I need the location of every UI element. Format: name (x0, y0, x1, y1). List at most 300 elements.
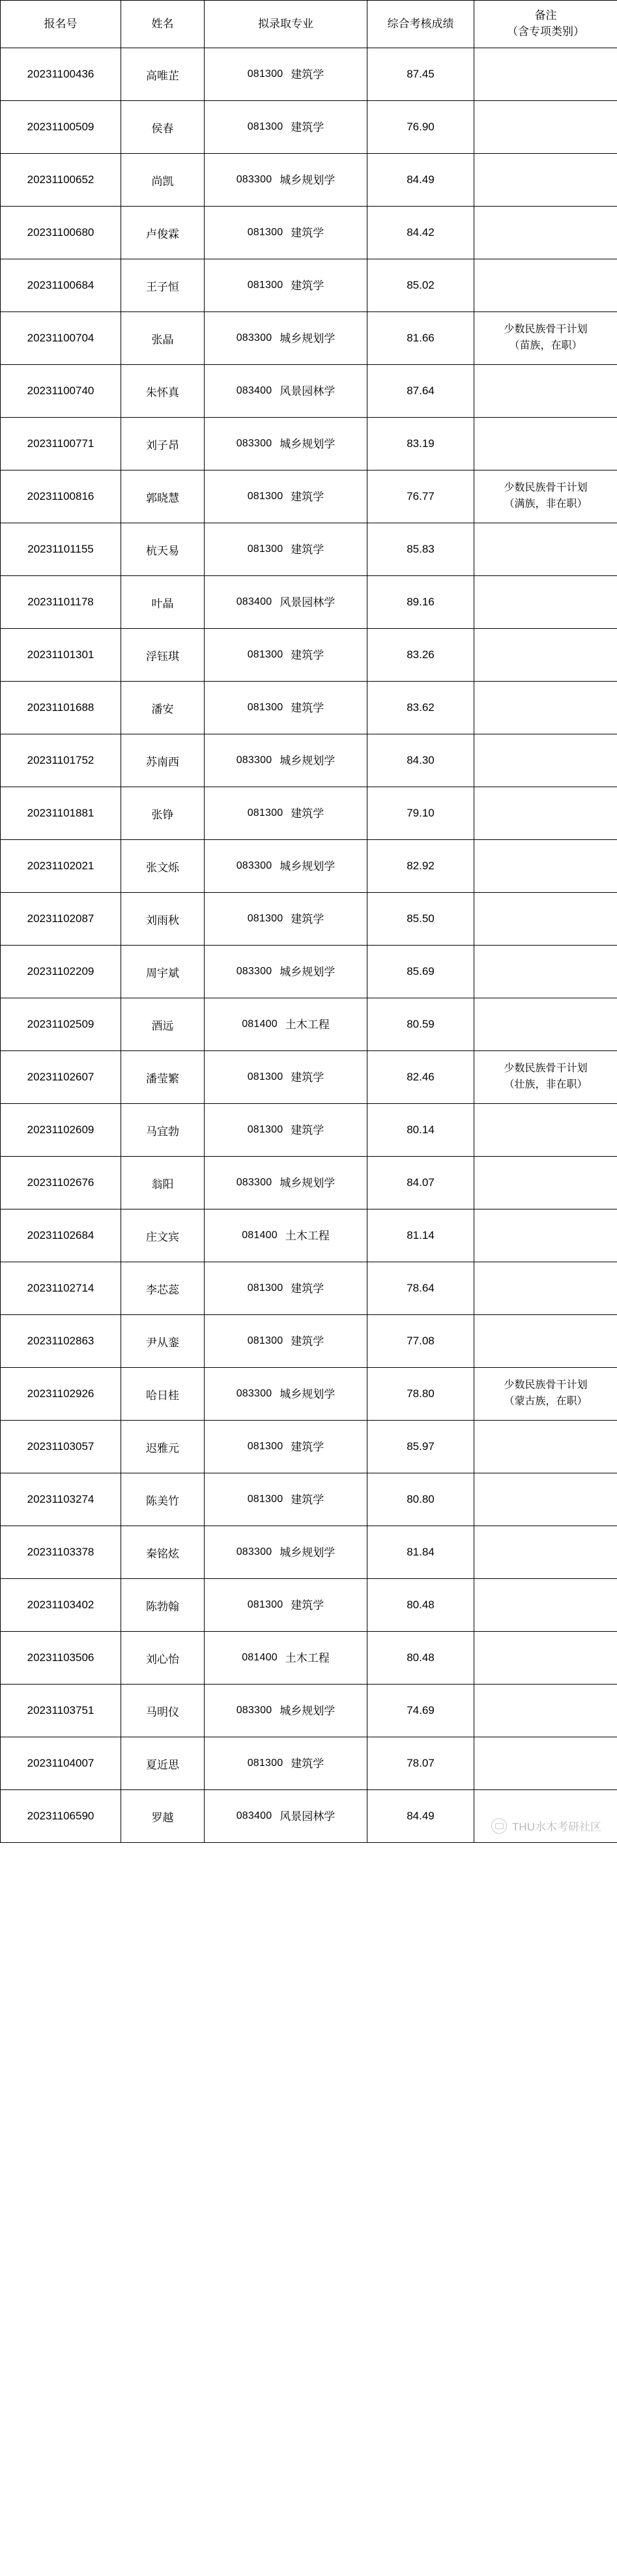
major-name: 建筑学 (291, 1440, 324, 1453)
major-code: 081300 (247, 1441, 283, 1452)
major-code: 083300 (236, 1705, 272, 1716)
column-header-name: 姓名 (121, 1, 205, 48)
cell-name: 周宇斌 (121, 946, 205, 998)
cell-score: 77.08 (367, 1315, 474, 1368)
major-code: 083300 (236, 1177, 272, 1188)
major-cell-content (205, 1389, 367, 1400)
note-content (474, 547, 617, 552)
cell-major (205, 1790, 367, 1843)
cell-score: 80.14 (367, 1104, 474, 1157)
major-cell-content (205, 175, 367, 186)
cell-score: 80.48 (367, 1579, 474, 1632)
cell-score: 89.16 (367, 576, 474, 629)
cell-id: 20231106590 (1, 1790, 121, 1843)
cell-score: 84.30 (367, 734, 474, 787)
cell-name: 侯春 (121, 101, 205, 154)
note-line: 少数民族骨干计划 (504, 324, 588, 336)
note-content (474, 1444, 617, 1449)
cell-id: 20231100816 (1, 470, 121, 523)
note-content (474, 1286, 617, 1291)
major-cell-content (205, 1600, 367, 1611)
major-code: 081400 (242, 1019, 278, 1030)
major-name: 建筑学 (291, 543, 324, 556)
major-cell-content (205, 1441, 367, 1453)
note-content (474, 388, 617, 394)
cell-id: 20231102863 (1, 1315, 121, 1368)
major-name: 城乡规划学 (280, 754, 336, 767)
column-header-note-line1: 备注 (534, 9, 557, 22)
note-content (474, 1058, 617, 1096)
note-content (474, 1375, 617, 1413)
cell-note (474, 1051, 617, 1104)
cell-note (474, 1262, 617, 1315)
major-code: 081300 (247, 280, 283, 291)
cell-id: 20231101155 (1, 523, 121, 576)
major-name: 建筑学 (291, 121, 324, 134)
major-code: 083300 (236, 860, 272, 871)
note-content (474, 177, 617, 182)
cell-major (205, 1315, 367, 1368)
cell-major (205, 1157, 367, 1209)
cell-note (474, 840, 617, 893)
table-row (1, 1579, 617, 1632)
table-header (1, 1, 617, 48)
cell-major (205, 154, 367, 207)
major-code: 083300 (236, 755, 272, 766)
major-cell-content (205, 1758, 367, 1769)
cell-note (474, 734, 617, 787)
cell-major (205, 998, 367, 1051)
major-name: 城乡规划学 (280, 437, 336, 450)
major-cell-content (205, 966, 367, 977)
major-code: 083300 (236, 438, 272, 449)
major-code: 083300 (236, 174, 272, 185)
major-cell-content (205, 386, 367, 397)
note-line: 少数民族骨干计划 (504, 482, 588, 494)
table-row (1, 893, 617, 946)
cell-note (474, 470, 617, 523)
cell-name: 罗越 (121, 1790, 205, 1843)
cell-note (474, 1790, 617, 1843)
cell-score: 80.59 (367, 998, 474, 1051)
major-cell-content (205, 491, 367, 502)
table-row (1, 154, 617, 207)
table-row (1, 101, 617, 154)
major-code: 081300 (247, 68, 283, 80)
major-cell-content (205, 861, 367, 872)
table-body (1, 48, 617, 1843)
major-name: 建筑学 (291, 1757, 324, 1770)
cell-note (474, 1473, 617, 1526)
major-code: 083300 (236, 966, 272, 977)
major-name: 风景园林学 (280, 1810, 336, 1823)
cell-score: 78.07 (367, 1737, 474, 1790)
major-name: 城乡规划学 (280, 860, 336, 873)
cell-id: 20231102509 (1, 998, 121, 1051)
major-code: 083400 (236, 596, 272, 607)
major-code: 083300 (236, 1546, 272, 1557)
major-cell-content (205, 333, 367, 344)
table-row (1, 418, 617, 470)
cell-name: 苏南西 (121, 734, 205, 787)
cell-score: 78.80 (367, 1368, 474, 1421)
note-content (474, 283, 617, 288)
cell-name: 酒远 (121, 998, 205, 1051)
cell-name: 李芯蕊 (121, 1262, 205, 1315)
cell-score: 84.07 (367, 1157, 474, 1209)
major-name: 建筑学 (291, 1282, 324, 1295)
cell-note (474, 101, 617, 154)
cell-note (474, 576, 617, 629)
table-row (1, 946, 617, 998)
table-row (1, 1368, 617, 1421)
cell-major (205, 1473, 367, 1526)
note-content (474, 1761, 617, 1766)
major-cell-content (205, 808, 367, 819)
table-row (1, 1051, 617, 1104)
cell-name: 尚凯 (121, 154, 205, 207)
major-name: 土木工程 (285, 1018, 330, 1031)
cell-id: 20231101881 (1, 787, 121, 840)
cell-id: 20231100771 (1, 418, 121, 470)
major-cell-content (205, 1283, 367, 1294)
major-cell-content (205, 1072, 367, 1083)
cell-name: 陈勃翰 (121, 1579, 205, 1632)
major-code: 081300 (247, 1071, 283, 1082)
cell-id: 20231103402 (1, 1579, 121, 1632)
cell-id: 20231100680 (1, 207, 121, 259)
note-content (474, 1339, 617, 1344)
cell-name: 哈日桂 (121, 1368, 205, 1421)
cell-score: 78.64 (367, 1262, 474, 1315)
note-line: （蒙古族，在职） (504, 1396, 588, 1407)
major-name: 城乡规划学 (280, 332, 336, 345)
major-cell-content (205, 1653, 367, 1664)
table-row (1, 312, 617, 365)
cell-note (474, 1579, 617, 1632)
table-row (1, 734, 617, 787)
major-code: 083400 (236, 1810, 272, 1821)
cell-score: 85.69 (367, 946, 474, 998)
cell-id: 20231103057 (1, 1421, 121, 1473)
column-header-note-lines (474, 8, 617, 40)
cell-id: 20231102209 (1, 946, 121, 998)
major-cell-content (205, 1178, 367, 1189)
cell-score: 87.45 (367, 48, 474, 101)
major-name: 建筑学 (291, 226, 324, 239)
cell-name: 庄文宾 (121, 1209, 205, 1262)
cell-id: 20231102676 (1, 1157, 121, 1209)
cell-score: 81.66 (367, 312, 474, 365)
major-cell-content (205, 439, 367, 450)
cell-score: 74.69 (367, 1685, 474, 1737)
table-row (1, 1685, 617, 1737)
note-content (474, 969, 617, 974)
note-content (474, 863, 617, 869)
major-code: 081400 (242, 1652, 278, 1663)
major-name: 风景园林学 (280, 596, 336, 609)
cell-note (474, 418, 617, 470)
note-content (474, 1022, 617, 1027)
cell-id: 20231101752 (1, 734, 121, 787)
cell-id: 20231104007 (1, 1737, 121, 1790)
cell-id: 20231102714 (1, 1262, 121, 1315)
cell-note (474, 946, 617, 998)
cell-id: 20231101178 (1, 576, 121, 629)
major-name: 建筑学 (291, 1335, 324, 1348)
cell-note (474, 1421, 617, 1473)
cell-id: 20231102926 (1, 1368, 121, 1421)
major-cell-content (205, 650, 367, 661)
major-name: 建筑学 (291, 912, 324, 925)
table-row (1, 523, 617, 576)
cell-note (474, 1104, 617, 1157)
cell-major (205, 576, 367, 629)
cell-score: 83.62 (367, 682, 474, 734)
cell-major (205, 101, 367, 154)
cell-id: 20231100740 (1, 365, 121, 418)
cell-note (474, 48, 617, 101)
cell-score: 81.14 (367, 1209, 474, 1262)
cell-name: 潘安 (121, 682, 205, 734)
major-cell-content (205, 1705, 367, 1716)
cell-id: 20231100652 (1, 154, 121, 207)
major-name: 建筑学 (291, 701, 324, 714)
note-line: （壮族，非在职） (504, 1079, 588, 1090)
cell-id: 20231100509 (1, 101, 121, 154)
cell-name: 刘雨秋 (121, 893, 205, 946)
major-cell-content (205, 69, 367, 80)
note-line: 少数民族骨干计划 (504, 1380, 588, 1391)
major-cell-content (205, 597, 367, 608)
cell-name: 张晶 (121, 312, 205, 365)
cell-score: 85.97 (367, 1421, 474, 1473)
major-code: 081300 (247, 1494, 283, 1505)
cell-major (205, 418, 367, 470)
cell-name: 夏近思 (121, 1737, 205, 1790)
cell-major (205, 48, 367, 101)
major-cell-content (205, 122, 367, 133)
major-cell-content (205, 1811, 367, 1822)
cell-note (474, 1526, 617, 1579)
note-content (474, 1127, 617, 1133)
major-name: 建筑学 (291, 1599, 324, 1612)
cell-note (474, 523, 617, 576)
major-name: 城乡规划学 (280, 1546, 336, 1559)
table-row (1, 682, 617, 734)
cell-id: 20231100436 (1, 48, 121, 101)
cell-major (205, 840, 367, 893)
cell-name: 高唯芷 (121, 48, 205, 101)
note-content (474, 72, 617, 77)
note-content (474, 811, 617, 816)
table-row (1, 1157, 617, 1209)
table-header-row (1, 1, 617, 48)
major-name: 土木工程 (285, 1651, 330, 1664)
note-content (474, 1708, 617, 1713)
major-cell-content (205, 1019, 367, 1030)
cell-score: 85.83 (367, 523, 474, 576)
table-row (1, 1421, 617, 1473)
cell-id: 20231103378 (1, 1526, 121, 1579)
cell-id: 20231102021 (1, 840, 121, 893)
table-row (1, 1737, 617, 1790)
cell-id: 20231103751 (1, 1685, 121, 1737)
cell-note (474, 1315, 617, 1368)
table-row (1, 259, 617, 312)
cell-name: 卢俊霖 (121, 207, 205, 259)
column-header-note-line2: （含专项类别） (507, 25, 584, 38)
major-code: 081300 (247, 807, 283, 818)
major-code: 081300 (247, 913, 283, 924)
cell-score: 80.48 (367, 1632, 474, 1685)
major-code: 083300 (236, 332, 272, 343)
cell-name: 张文烁 (121, 840, 205, 893)
column-header-score: 综合考核成绩 (367, 1, 474, 48)
table-row (1, 629, 617, 682)
note-content (474, 230, 617, 235)
note-content (474, 319, 617, 357)
cell-major (205, 1104, 367, 1157)
major-cell-content (205, 544, 367, 555)
note-line: 少数民族骨干计划 (504, 1063, 588, 1075)
cell-major (205, 470, 367, 523)
note-content (474, 652, 617, 658)
cell-note (474, 1209, 617, 1262)
cell-name: 杭天易 (121, 523, 205, 576)
table-row (1, 787, 617, 840)
table-row (1, 998, 617, 1051)
cell-major (205, 1421, 367, 1473)
cell-name: 刘心怡 (121, 1632, 205, 1685)
cell-major (205, 1368, 367, 1421)
cell-note (474, 998, 617, 1051)
cell-id: 20231102607 (1, 1051, 121, 1104)
table-row (1, 48, 617, 101)
cell-major (205, 1632, 367, 1685)
note-content (474, 1655, 617, 1660)
table-row (1, 1209, 617, 1262)
cell-name: 刘子昂 (121, 418, 205, 470)
note-content (474, 478, 617, 515)
note-content (474, 1602, 617, 1608)
cell-note (474, 682, 617, 734)
cell-note (474, 365, 617, 418)
note-line: （苗族，在职） (509, 340, 582, 351)
cell-id: 20231101301 (1, 629, 121, 682)
cell-note (474, 1685, 617, 1737)
cell-id: 20231100704 (1, 312, 121, 365)
cell-score: 87.64 (367, 365, 474, 418)
major-code: 081300 (247, 702, 283, 713)
note-content (474, 1550, 617, 1555)
cell-score: 76.90 (367, 101, 474, 154)
cell-note (474, 787, 617, 840)
cell-note (474, 154, 617, 207)
cell-name: 秦铭炫 (121, 1526, 205, 1579)
major-cell-content (205, 1547, 367, 1558)
major-name: 建筑学 (291, 648, 324, 661)
table-row (1, 1262, 617, 1315)
major-name: 土木工程 (285, 1229, 330, 1242)
note-content (474, 758, 617, 763)
major-cell-content (205, 755, 367, 766)
cell-name: 叶晶 (121, 576, 205, 629)
cell-major (205, 1737, 367, 1790)
major-code: 081300 (247, 1599, 283, 1610)
cell-major (205, 1262, 367, 1315)
cell-name: 王子恒 (121, 259, 205, 312)
table-row (1, 1526, 617, 1579)
cell-score: 83.19 (367, 418, 474, 470)
table-row (1, 1790, 617, 1843)
cell-name: 马明仪 (121, 1685, 205, 1737)
cell-note (474, 1157, 617, 1209)
cell-name: 郭晓慧 (121, 470, 205, 523)
table-row (1, 1632, 617, 1685)
cell-major (205, 365, 367, 418)
major-name: 建筑学 (291, 1493, 324, 1506)
cell-note (474, 207, 617, 259)
major-name: 建筑学 (291, 1123, 324, 1136)
cell-major (205, 1526, 367, 1579)
watermark-text: THU水木考研社区 (512, 1821, 601, 1833)
note-content (474, 1233, 617, 1238)
cell-score: 84.49 (367, 154, 474, 207)
major-cell-content (205, 914, 367, 925)
major-cell-content (205, 702, 367, 714)
column-header-note (474, 1, 617, 48)
cell-score: 84.42 (367, 207, 474, 259)
major-code: 081300 (247, 543, 283, 555)
cell-major (205, 629, 367, 682)
major-code: 081300 (247, 1758, 283, 1769)
major-code: 081300 (247, 1335, 283, 1346)
cell-score: 80.80 (367, 1473, 474, 1526)
cell-score: 85.50 (367, 893, 474, 946)
major-cell-content (205, 1230, 367, 1241)
cell-score: 82.92 (367, 840, 474, 893)
cell-major (205, 734, 367, 787)
cell-score: 84.49 (367, 1790, 474, 1843)
cell-score: 82.46 (367, 1051, 474, 1104)
major-code: 083400 (236, 385, 272, 396)
major-cell-content (205, 280, 367, 291)
cell-note (474, 1737, 617, 1790)
cell-id: 20231102684 (1, 1209, 121, 1262)
cell-note (474, 259, 617, 312)
major-cell-content (205, 1494, 367, 1505)
major-code: 081300 (247, 491, 283, 502)
major-code: 081300 (247, 649, 283, 660)
cell-major (205, 1579, 367, 1632)
cell-id: 20231103274 (1, 1473, 121, 1526)
cell-name: 尹从銮 (121, 1315, 205, 1368)
table-row (1, 576, 617, 629)
major-name: 建筑学 (291, 279, 324, 292)
cell-score: 76.77 (367, 470, 474, 523)
cell-id: 20231101688 (1, 682, 121, 734)
major-name: 建筑学 (291, 1071, 324, 1084)
major-code: 081300 (247, 227, 283, 238)
major-name: 城乡规划学 (280, 1704, 336, 1717)
major-code: 083300 (236, 1388, 272, 1399)
cell-major (205, 523, 367, 576)
note-content (474, 124, 617, 130)
major-cell-content (205, 227, 367, 239)
cell-id: 20231102087 (1, 893, 121, 946)
cell-major (205, 207, 367, 259)
